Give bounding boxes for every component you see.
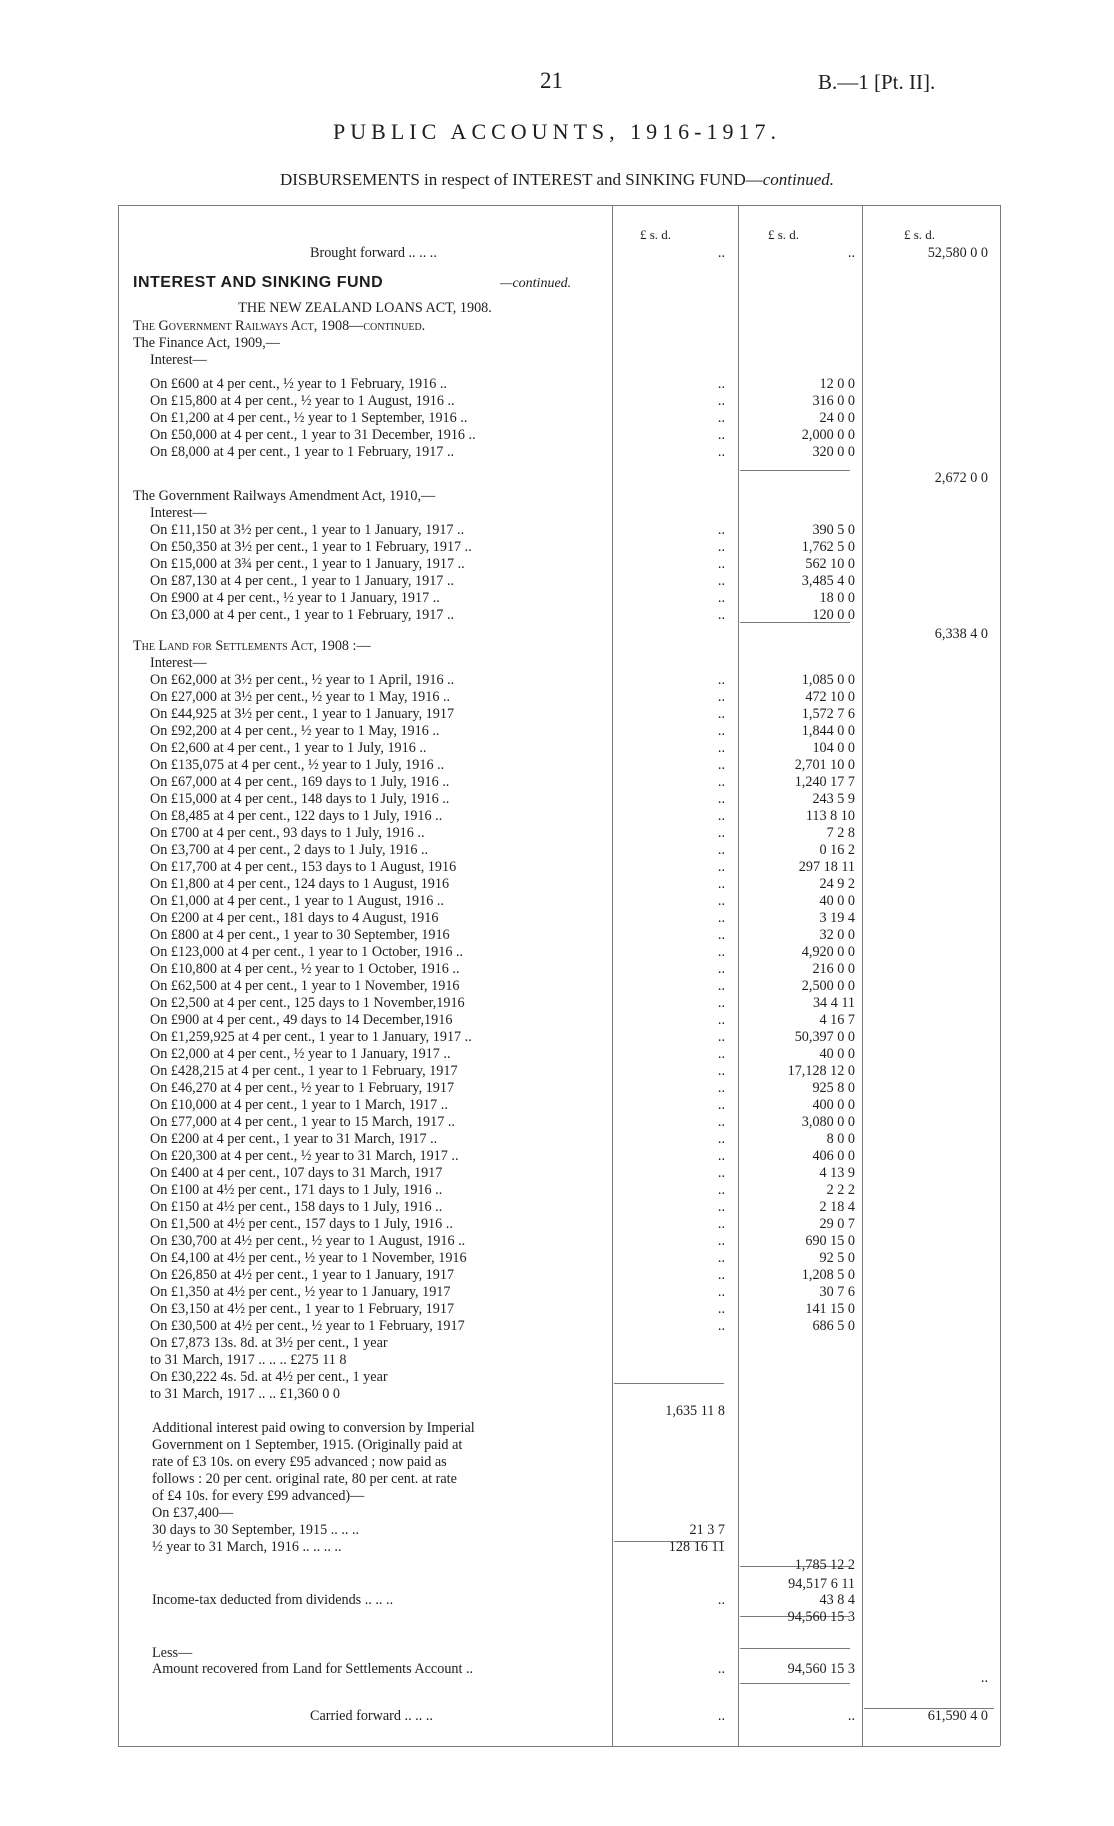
row-description: On £800 at 4 per cent., 1 year to 30 September, 1916 <box>150 927 450 943</box>
amount-c3: 52,580 0 0 <box>927 245 988 261</box>
amount-c1: .. <box>717 556 725 572</box>
row-description: On £10,000 at 4 per cent., 1 year to 1 March, 1917 .. <box>150 1097 448 1113</box>
row-description: Additional interest paid owing to conversion by Imperial <box>152 1420 475 1436</box>
table-row <box>0 1454 1114 1471</box>
amount-c2: 2 2 2 <box>826 1182 855 1198</box>
amount-c2: 1,762 5 0 <box>801 539 855 555</box>
col-header-2: £ s. d. <box>768 227 800 242</box>
table-row <box>0 757 1114 774</box>
row-description: of £4 10s. for every £99 advanced)— <box>152 1488 365 1504</box>
amount-c2: 8 0 0 <box>826 1131 855 1147</box>
amount-c2: 4 13 9 <box>819 1165 855 1181</box>
amount-c3: 61,590 4 0 <box>927 1708 988 1724</box>
table-row <box>0 335 1114 352</box>
row-description: Interest— <box>150 655 207 671</box>
row-description: On £135,075 at 4 per cent., ½ year to 1 July, 1916 .. <box>150 757 445 773</box>
document-reference: B.—1 [Pt. II]. <box>818 70 936 94</box>
heading-continued: —continued. <box>500 276 572 291</box>
table-row <box>0 470 1114 487</box>
amount-c2: .. <box>847 1708 855 1724</box>
row-description: On £900 at 4 per cent., ½ year to 1 January, 1917 .. <box>150 590 440 606</box>
table-frame-bottom <box>118 1746 1000 1747</box>
amount-c2: 925 8 0 <box>812 1080 855 1096</box>
table-row <box>0 352 1114 369</box>
amount-c1: .. <box>717 1216 725 1232</box>
row-description: On £123,000 at 4 per cent., 1 year to 1 October, 1916 .. <box>150 944 464 960</box>
amount-c2: 18 0 0 <box>819 590 855 606</box>
amount-c1: .. <box>717 522 725 538</box>
amount-c2: 690 15 0 <box>805 1233 855 1249</box>
table-row <box>0 1386 1114 1403</box>
table-row <box>0 978 1114 995</box>
amount-c2: 4 16 7 <box>819 1012 855 1028</box>
table-row <box>0 1335 1114 1352</box>
amount-c1: .. <box>717 1165 725 1181</box>
row-description: On £11,150 at 3½ per cent., 1 year to 1 January, 1917 .. <box>150 522 465 538</box>
row-description: to 31 March, 1917 .. .. .. £275 11 8 <box>150 1352 347 1368</box>
row-description: On £46,270 at 4 per cent., ½ year to 1 February, 1917 <box>150 1080 455 1096</box>
row-description: On £3,150 at 4½ per cent., 1 year to 1 February, 1917 <box>150 1301 455 1317</box>
row-description: Brought forward .. .. .. <box>310 245 437 261</box>
table-row <box>0 1216 1114 1233</box>
page-number: 21 <box>540 68 563 93</box>
row-description: On £37,400— <box>152 1505 234 1521</box>
amount-c2: 32 0 0 <box>819 927 855 943</box>
amount-c1: .. <box>717 893 725 909</box>
amount-c1: .. <box>717 842 725 858</box>
table-row <box>0 638 1114 655</box>
amount-c1: .. <box>717 1592 725 1608</box>
amount-c2: .. <box>847 245 855 261</box>
amount-c2: 43 8 4 <box>819 1592 855 1608</box>
row-description: On £10,800 at 4 per cent., ½ year to 1 October, 1916 .. <box>150 961 460 977</box>
table-row <box>0 655 1114 672</box>
row-description: On £1,800 at 4 per cent., 124 days to 1 August, 1916 <box>150 876 450 892</box>
table-row <box>0 1369 1114 1386</box>
amount-c1: .. <box>717 1301 725 1317</box>
table-row <box>0 1437 1114 1454</box>
row-description: On £62,500 at 4 per cent., 1 year to 1 November, 1916 <box>150 978 460 994</box>
amount-c1: .. <box>717 927 725 943</box>
amount-c1: 1,635 11 8 <box>665 1403 725 1419</box>
amount-c2: 7 2 8 <box>826 825 855 841</box>
amount-c1: .. <box>717 1012 725 1028</box>
table-row <box>0 1576 1114 1593</box>
table-row <box>0 376 1114 393</box>
page-title: PUBLIC ACCOUNTS, 1916-1917. <box>333 119 781 144</box>
table-row <box>0 927 1114 944</box>
table-row <box>0 910 1114 927</box>
row-description: On £2,600 at 4 per cent., 1 year to 1 July, 1916 .. <box>150 740 427 756</box>
row-description: On £200 at 4 per cent., 1 year to 31 March, 1917 .. <box>150 1131 438 1147</box>
row-description: On £1,000 at 4 per cent., 1 year to 1 August, 1916 .. <box>150 893 444 909</box>
row-description: Carried forward .. .. .. <box>310 1708 433 1724</box>
amount-c2: 316 0 0 <box>812 393 855 409</box>
table-row <box>0 245 1114 262</box>
row-description: On £62,000 at 3½ per cent., ½ year to 1 April, 1916 .. <box>150 672 455 688</box>
amount-c1: .. <box>717 961 725 977</box>
row-description: On £50,350 at 3½ per cent., 1 year to 1 February, 1917 .. <box>150 539 472 555</box>
amount-c1: .. <box>717 1199 725 1215</box>
table-row <box>0 1114 1114 1131</box>
row-description: On £30,222 4s. 5d. at 4½ per cent., 1 year <box>150 1369 388 1385</box>
row-description: The Government Railways Amendment Act, 1910,— <box>133 488 436 504</box>
amount-c1: 21 3 7 <box>689 1522 725 1538</box>
amount-c2: 120 0 0 <box>812 607 855 623</box>
amount-c2: 29 0 7 <box>819 1216 855 1232</box>
amount-c1: .. <box>717 825 725 841</box>
amount-c2: 320 0 0 <box>812 444 855 460</box>
amount-c1: .. <box>717 995 725 1011</box>
col-header-3: £ s. d. <box>904 227 936 242</box>
amount-c2: 94,560 15 3 <box>787 1661 855 1677</box>
amount-c2: 2 18 4 <box>819 1199 855 1215</box>
row-description: On £1,200 at 4 per cent., ½ year to 1 September, 1916 .. <box>150 410 468 426</box>
amount-c1: .. <box>717 1046 725 1062</box>
amount-c1: .. <box>717 1250 725 1266</box>
amount-c1: .. <box>717 376 725 392</box>
amount-c2: 113 8 10 <box>805 808 855 824</box>
amount-c1: .. <box>717 808 725 824</box>
row-description: Interest— <box>150 352 207 368</box>
amount-c2: 1,844 0 0 <box>801 723 855 739</box>
amount-c1: .. <box>717 1661 725 1677</box>
table-row <box>0 1063 1114 1080</box>
row-description: Interest— <box>150 505 207 521</box>
row-description: On £30,500 at 4½ per cent., ½ year to 1 February, 1917 <box>150 1318 465 1334</box>
subtitle-main: DISBURSEMENTS in respect of INTEREST and SINKING FUND— <box>279 170 763 189</box>
amount-c2: 92 5 0 <box>819 1250 855 1266</box>
amount-c2: 94,560 15 3 <box>787 1609 855 1625</box>
amount-c2: 686 5 0 <box>812 1318 855 1334</box>
row-description: On £1,500 at 4½ per cent., 157 days to 1 July, 1916 .. <box>150 1216 453 1232</box>
amount-c2: 17,128 12 0 <box>787 1063 855 1079</box>
table-row <box>0 1557 1114 1574</box>
amount-c1: .. <box>717 1708 725 1724</box>
row-description: On £428,215 at 4 per cent., 1 year to 1 February, 1917 <box>150 1063 458 1079</box>
amount-c2: 30 7 6 <box>819 1284 855 1300</box>
amount-c3: 2,672 0 0 <box>934 470 988 486</box>
amount-c2: 141 15 0 <box>805 1301 855 1317</box>
amount-c1: .. <box>717 1131 725 1147</box>
row-description: On £8,485 at 4 per cent., 122 days to 1 July, 1916 .. <box>150 808 443 824</box>
amount-c2: 562 10 0 <box>805 556 855 572</box>
table-row <box>0 1301 1114 1318</box>
table-row <box>0 1267 1114 1284</box>
amount-c2: 400 0 0 <box>812 1097 855 1113</box>
row-description: On £900 at 4 per cent., 49 days to 14 December,1916 <box>150 1012 453 1028</box>
amount-c2: 216 0 0 <box>812 961 855 977</box>
row-description: On £2,000 at 4 per cent., ½ year to 1 January, 1917 .. <box>150 1046 451 1062</box>
table-row <box>0 774 1114 791</box>
table-row <box>0 1046 1114 1063</box>
amount-c2: 2,500 0 0 <box>801 978 855 994</box>
table-row <box>0 300 1114 317</box>
table-row <box>0 842 1114 859</box>
row-description: On £150 at 4½ per cent., 158 days to 1 July, 1916 .. <box>150 1199 443 1215</box>
table-row <box>0 1609 1114 1626</box>
subtitle-continued: continued. <box>762 170 835 189</box>
amount-c1: .. <box>717 1029 725 1045</box>
page-subtitle <box>0 170 1114 190</box>
amount-c1: .. <box>717 1097 725 1113</box>
amount-c1: .. <box>717 791 725 807</box>
table-row <box>0 488 1114 505</box>
table-row <box>0 556 1114 573</box>
row-description: On £600 at 4 per cent., ½ year to 1 February, 1916 .. <box>150 376 447 392</box>
amount-c1: .. <box>717 573 725 589</box>
amount-c2: 472 10 0 <box>805 689 855 705</box>
amount-c1: .. <box>717 672 725 688</box>
table-row <box>0 1420 1114 1437</box>
table-row <box>0 1488 1114 1505</box>
table-row <box>0 1471 1114 1488</box>
table-row <box>0 1522 1114 1539</box>
table-row <box>0 590 1114 607</box>
amount-c1: .. <box>717 245 725 261</box>
table-row <box>0 1708 1114 1725</box>
table-row <box>0 1592 1114 1609</box>
amount-c1: .. <box>717 876 725 892</box>
row-description: Government on 1 September, 1915. (Originally paid at <box>152 1437 463 1453</box>
row-description: On £92,200 at 4 per cent., ½ year to 1 May, 1916 .. <box>150 723 440 739</box>
table-row <box>0 1131 1114 1148</box>
table-row <box>0 1097 1114 1114</box>
amount-c2: 2,000 0 0 <box>801 427 855 443</box>
amount-c2: 0 16 2 <box>819 842 855 858</box>
amount-c1: .. <box>717 1063 725 1079</box>
amount-c3: 6,338 4 0 <box>934 626 988 642</box>
row-description: Less— <box>152 1645 193 1661</box>
row-description: On £1,350 at 4½ per cent., ½ year to 1 January, 1917 <box>150 1284 451 1300</box>
amount-c1: .. <box>717 740 725 756</box>
row-description: On £87,130 at 4 per cent., 1 year to 1 January, 1917 .. <box>150 573 455 589</box>
amount-c2: 1,240 17 7 <box>794 774 855 790</box>
table-row <box>0 1080 1114 1097</box>
table-row <box>0 573 1114 590</box>
amount-c2: 406 0 0 <box>812 1148 855 1164</box>
table-row <box>0 1318 1114 1335</box>
table-row <box>0 791 1114 808</box>
amount-c1: .. <box>717 1318 725 1334</box>
amount-c1: .. <box>717 910 725 926</box>
amount-c1: .. <box>717 1182 725 1198</box>
amount-c1: .. <box>717 590 725 606</box>
table-row <box>0 318 1114 335</box>
table-row <box>0 505 1114 522</box>
amount-c2: 40 0 0 <box>819 1046 855 1062</box>
table-row <box>0 859 1114 876</box>
table-row <box>0 410 1114 427</box>
table-row <box>0 1029 1114 1046</box>
table-row <box>0 1233 1114 1250</box>
table-row <box>0 1284 1114 1301</box>
amount-c2: 1,085 0 0 <box>801 672 855 688</box>
amount-c1: .. <box>717 859 725 875</box>
amount-c2: 3 19 4 <box>819 910 855 926</box>
amount-c1: .. <box>717 689 725 705</box>
row-description: Income-tax deducted from dividends .. .. .. <box>152 1592 394 1608</box>
row-description: On £100 at 4½ per cent., 171 days to 1 July, 1916 .. <box>150 1182 443 1198</box>
table-row <box>0 1645 1114 1662</box>
row-description: Amount recovered from Land for Settlements Account .. <box>152 1661 474 1677</box>
amount-c1: .. <box>717 539 725 555</box>
table-row <box>0 808 1114 825</box>
amount-c2: 2,701 10 0 <box>794 757 855 773</box>
amount-c2: 1,208 5 0 <box>801 1267 855 1283</box>
table-row <box>0 1182 1114 1199</box>
table-row <box>0 1670 1114 1687</box>
row-description: On £400 at 4 per cent., 107 days to 31 March, 1917 <box>150 1165 443 1181</box>
table-row <box>0 539 1114 556</box>
table-row <box>0 723 1114 740</box>
row-description: follows : 20 per cent. original rate, 80 per cent. at rate <box>152 1471 457 1487</box>
amount-c1: .. <box>717 410 725 426</box>
table-row <box>0 522 1114 539</box>
table-row <box>0 825 1114 842</box>
amount-c2: 104 0 0 <box>812 740 855 756</box>
table-row <box>0 1165 1114 1182</box>
amount-c1: .. <box>717 723 725 739</box>
row-description: On £4,100 at 4½ per cent., ½ year to 1 November, 1916 <box>150 1250 467 1266</box>
row-description: The Finance Act, 1909,— <box>133 335 280 351</box>
row-description: to 31 March, 1917 .. .. £1,360 0 0 <box>150 1386 340 1402</box>
amount-c2: 3,080 0 0 <box>801 1114 855 1130</box>
row-description: On £17,700 at 4 per cent., 153 days to 1 August, 1916 <box>150 859 457 875</box>
row-description: On £8,000 at 4 per cent., 1 year to 1 February, 1917 .. <box>150 444 455 460</box>
table-row <box>0 706 1114 723</box>
row-description: The Land for Settlements Act, 1908 :— <box>133 638 371 654</box>
table-row <box>0 876 1114 893</box>
row-description: On £26,850 at 4½ per cent., 1 year to 1 January, 1917 <box>150 1267 455 1283</box>
row-description: On £15,000 at 4 per cent., 148 days to 1 July, 1916 .. <box>150 791 450 807</box>
amount-c1: .. <box>717 757 725 773</box>
amount-c2: 24 0 0 <box>819 410 855 426</box>
amount-c1: .. <box>717 978 725 994</box>
row-description: rate of £3 10s. on every £95 advanced ; now paid as <box>152 1454 447 1470</box>
table-row <box>0 607 1114 624</box>
amount-c2: 12 0 0 <box>819 376 855 392</box>
table-row <box>0 893 1114 910</box>
amount-c2: 297 18 11 <box>798 859 855 875</box>
table-row <box>0 1148 1114 1165</box>
amount-c1: .. <box>717 1114 725 1130</box>
amount-c1: .. <box>717 1080 725 1096</box>
amount-c1: .. <box>717 944 725 960</box>
amount-c2: 50,397 0 0 <box>794 1029 855 1045</box>
table-row <box>0 1505 1114 1522</box>
row-description: On £30,700 at 4½ per cent., ½ year to 1 August, 1916 .. <box>150 1233 466 1249</box>
row-description: On £3,000 at 4 per cent., 1 year to 1 February, 1917 .. <box>150 607 455 623</box>
amount-c2: 94,517 6 11 <box>788 1576 855 1592</box>
amount-c1: .. <box>717 1284 725 1300</box>
amount-c1: .. <box>717 1267 725 1283</box>
row-description: On £44,925 at 3½ per cent., 1 year to 1 January, 1917 <box>150 706 455 722</box>
row-description: 30 days to 30 September, 1915 .. .. .. <box>152 1522 360 1538</box>
table-row <box>0 1012 1114 1029</box>
amount-c3: .. <box>980 1670 988 1686</box>
amount-c2: 3,485 4 0 <box>801 573 855 589</box>
table-row <box>0 944 1114 961</box>
row-description: On £77,000 at 4 per cent., 1 year to 15 March, 1917 .. <box>150 1114 455 1130</box>
amount-c2: 1,785 12 2 <box>794 1557 855 1573</box>
row-description: On £3,700 at 4 per cent., 2 days to 1 July, 1916 .. <box>150 842 429 858</box>
row-description: On £67,000 at 4 per cent., 169 days to 1 July, 1916 .. <box>150 774 450 790</box>
row-description: On £1,259,925 at 4 per cent., 1 year to 1 January, 1917 .. <box>150 1029 472 1045</box>
row-description: On £7,873 13s. 8d. at 3½ per cent., 1 year <box>150 1335 388 1351</box>
row-description: On £700 at 4 per cent., 93 days to 1 July, 1916 .. <box>150 825 425 841</box>
amount-c2: 40 0 0 <box>819 893 855 909</box>
row-description: On £50,000 at 4 per cent., 1 year to 31 December, 1916 .. <box>150 427 476 443</box>
row-description: On £2,500 at 4 per cent., 125 days to 1 November,1916 <box>150 995 465 1011</box>
table-row <box>0 274 1114 291</box>
table-row <box>0 689 1114 706</box>
amount-c2: 243 5 9 <box>812 791 855 807</box>
col-header-1: £ s. d. <box>640 227 672 242</box>
table-row <box>0 427 1114 444</box>
table-row <box>0 393 1114 410</box>
amount-c1: .. <box>717 1148 725 1164</box>
row-description: The Government Railways Act, 1908—continued. <box>133 318 426 334</box>
row-description: INTEREST AND SINKING FUND <box>133 274 384 291</box>
amount-c2: 34 4 11 <box>812 995 855 1011</box>
row-description: On £15,800 at 4 per cent., ½ year to 1 August, 1916 .. <box>150 393 455 409</box>
amount-c1: .. <box>717 774 725 790</box>
table-row <box>0 740 1114 757</box>
row-description: On £15,000 at 3¾ per cent., 1 year to 1 January, 1917 .. <box>150 556 465 572</box>
table-row <box>0 995 1114 1012</box>
amount-c2: 24 9 2 <box>819 876 855 892</box>
amount-c1: 128 16 11 <box>668 1539 725 1555</box>
amount-c1: .. <box>717 427 725 443</box>
row-description: ½ year to 31 March, 1916 .. .. .. .. <box>152 1539 342 1555</box>
row-description: On £200 at 4 per cent., 181 days to 4 August, 1916 <box>150 910 439 926</box>
amount-c1: .. <box>717 706 725 722</box>
row-description: THE NEW ZEALAND LOANS ACT, 1908. <box>238 300 492 316</box>
amount-c1: .. <box>717 607 725 623</box>
table-row <box>0 1250 1114 1267</box>
amount-c1: .. <box>717 1233 725 1249</box>
table-row <box>0 1539 1114 1556</box>
table-row <box>0 672 1114 689</box>
amount-c2: 1,572 7 6 <box>801 706 855 722</box>
table-row <box>0 1199 1114 1216</box>
table-frame-top <box>118 205 1000 206</box>
row-description: On £27,000 at 3½ per cent., ½ year to 1 May, 1916 .. <box>150 689 451 705</box>
table-row <box>0 1403 1114 1420</box>
row-description: On £20,300 at 4 per cent., ½ year to 31 March, 1917 .. <box>150 1148 459 1164</box>
amount-c2: 390 5 0 <box>812 522 855 538</box>
amount-c1: .. <box>717 444 725 460</box>
table-row <box>0 444 1114 461</box>
amount-c2: 4,920 0 0 <box>801 944 855 960</box>
amount-c1: .. <box>717 393 725 409</box>
table-row <box>0 961 1114 978</box>
table-row <box>0 1352 1114 1369</box>
